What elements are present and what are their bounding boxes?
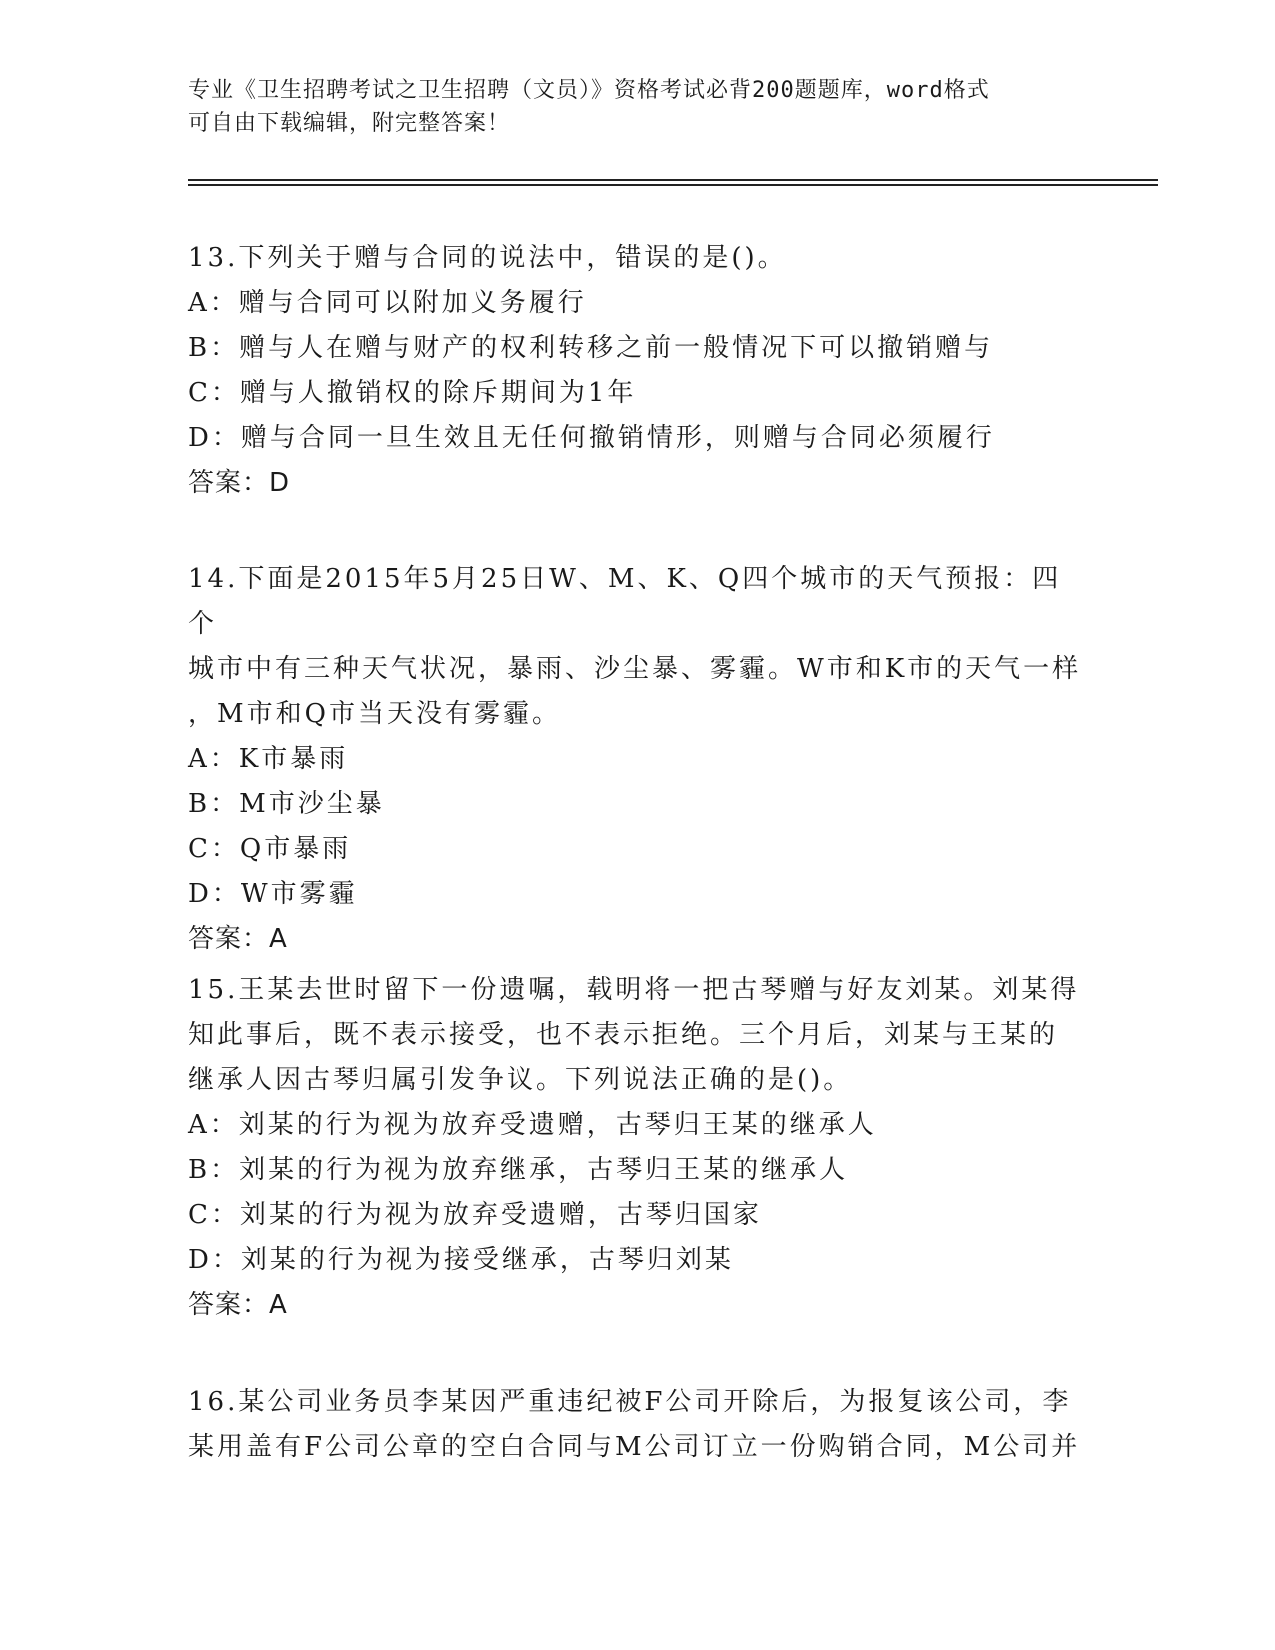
answer-line: 答案：A [188, 1290, 288, 1320]
answer-line: 答案：A [188, 924, 288, 954]
question-stem-line: 城市中有三种天气状况，暴雨、沙尘暴、雾霾。W市和K市的天气一样 [188, 654, 1082, 684]
question-stem-line: 14.下面是2015年5月25日W、M、K、Q四个城市的天气预报：四个 [188, 564, 1062, 639]
option-b: B：M市沙尘暴 [188, 789, 385, 819]
question-stem-line: 16.某公司业务员李某因严重违纪被F公司开除后，为报复该公司，李 [188, 1387, 1072, 1417]
question-15 [188, 968, 1088, 1328]
option-c: C：赠与人撤销权的除斥期间为1年 [188, 378, 637, 408]
question-stem-line: 某用盖有F公司公章的空白合同与M公司订立一份购销合同，M公司并 [188, 1432, 1081, 1462]
option-b: B：赠与人在赠与财产的权利转移之前一般情况下可以撤销赠与 [188, 333, 994, 363]
answer-line: 答案：D [188, 468, 291, 498]
header-line-2: 可自由下载编辑，附完整答案！ [188, 111, 511, 136]
header-line-1: 专业《卫生招聘考试之卫生招聘（文员）》资格考试必背200题题库，word格式 [188, 78, 990, 103]
option-b: B：刘某的行为视为放弃继承，古琴归王某的继承人 [188, 1155, 849, 1185]
question-stem-line: 继承人因古琴归属引发争议。下列说法正确的是()。 [188, 1065, 853, 1095]
question-stem-line: 15.王某去世时留下一份遗嘱，载明将一把古琴赠与好友刘某。刘某得 [188, 975, 1080, 1005]
option-d: D：W市雾霾 [188, 879, 358, 909]
header-divider-bottom [188, 184, 1158, 186]
question-16 [188, 1380, 1088, 1470]
option-a: A：刘某的行为视为放弃受遗赠，古琴归王某的继承人 [188, 1110, 877, 1140]
option-a: A：赠与合同可以附加义务履行 [188, 288, 587, 318]
question-13 [188, 236, 1088, 506]
question-14 [188, 557, 1088, 962]
option-c: C：刘某的行为视为放弃受遗赠，古琴归国家 [188, 1200, 762, 1230]
document-header [188, 74, 1068, 140]
question-stem-line: 13.下列关于赠与合同的说法中，错误的是()。 [188, 243, 787, 273]
question-stem-line: 知此事后，既不表示接受，也不表示拒绝。三个月后，刘某与王某的 [188, 1020, 1059, 1050]
option-c: C：Q市暴雨 [188, 834, 352, 864]
option-d: D：刘某的行为视为接受继承，古琴归刘某 [188, 1245, 734, 1275]
question-stem-line: ，M市和Q市当天没有雾霾。 [188, 699, 561, 729]
option-d: D：赠与合同一旦生效且无任何撤销情形，则赠与合同必须履行 [188, 423, 995, 453]
header-divider-top [188, 179, 1158, 181]
option-a: A：K市暴雨 [188, 744, 349, 774]
